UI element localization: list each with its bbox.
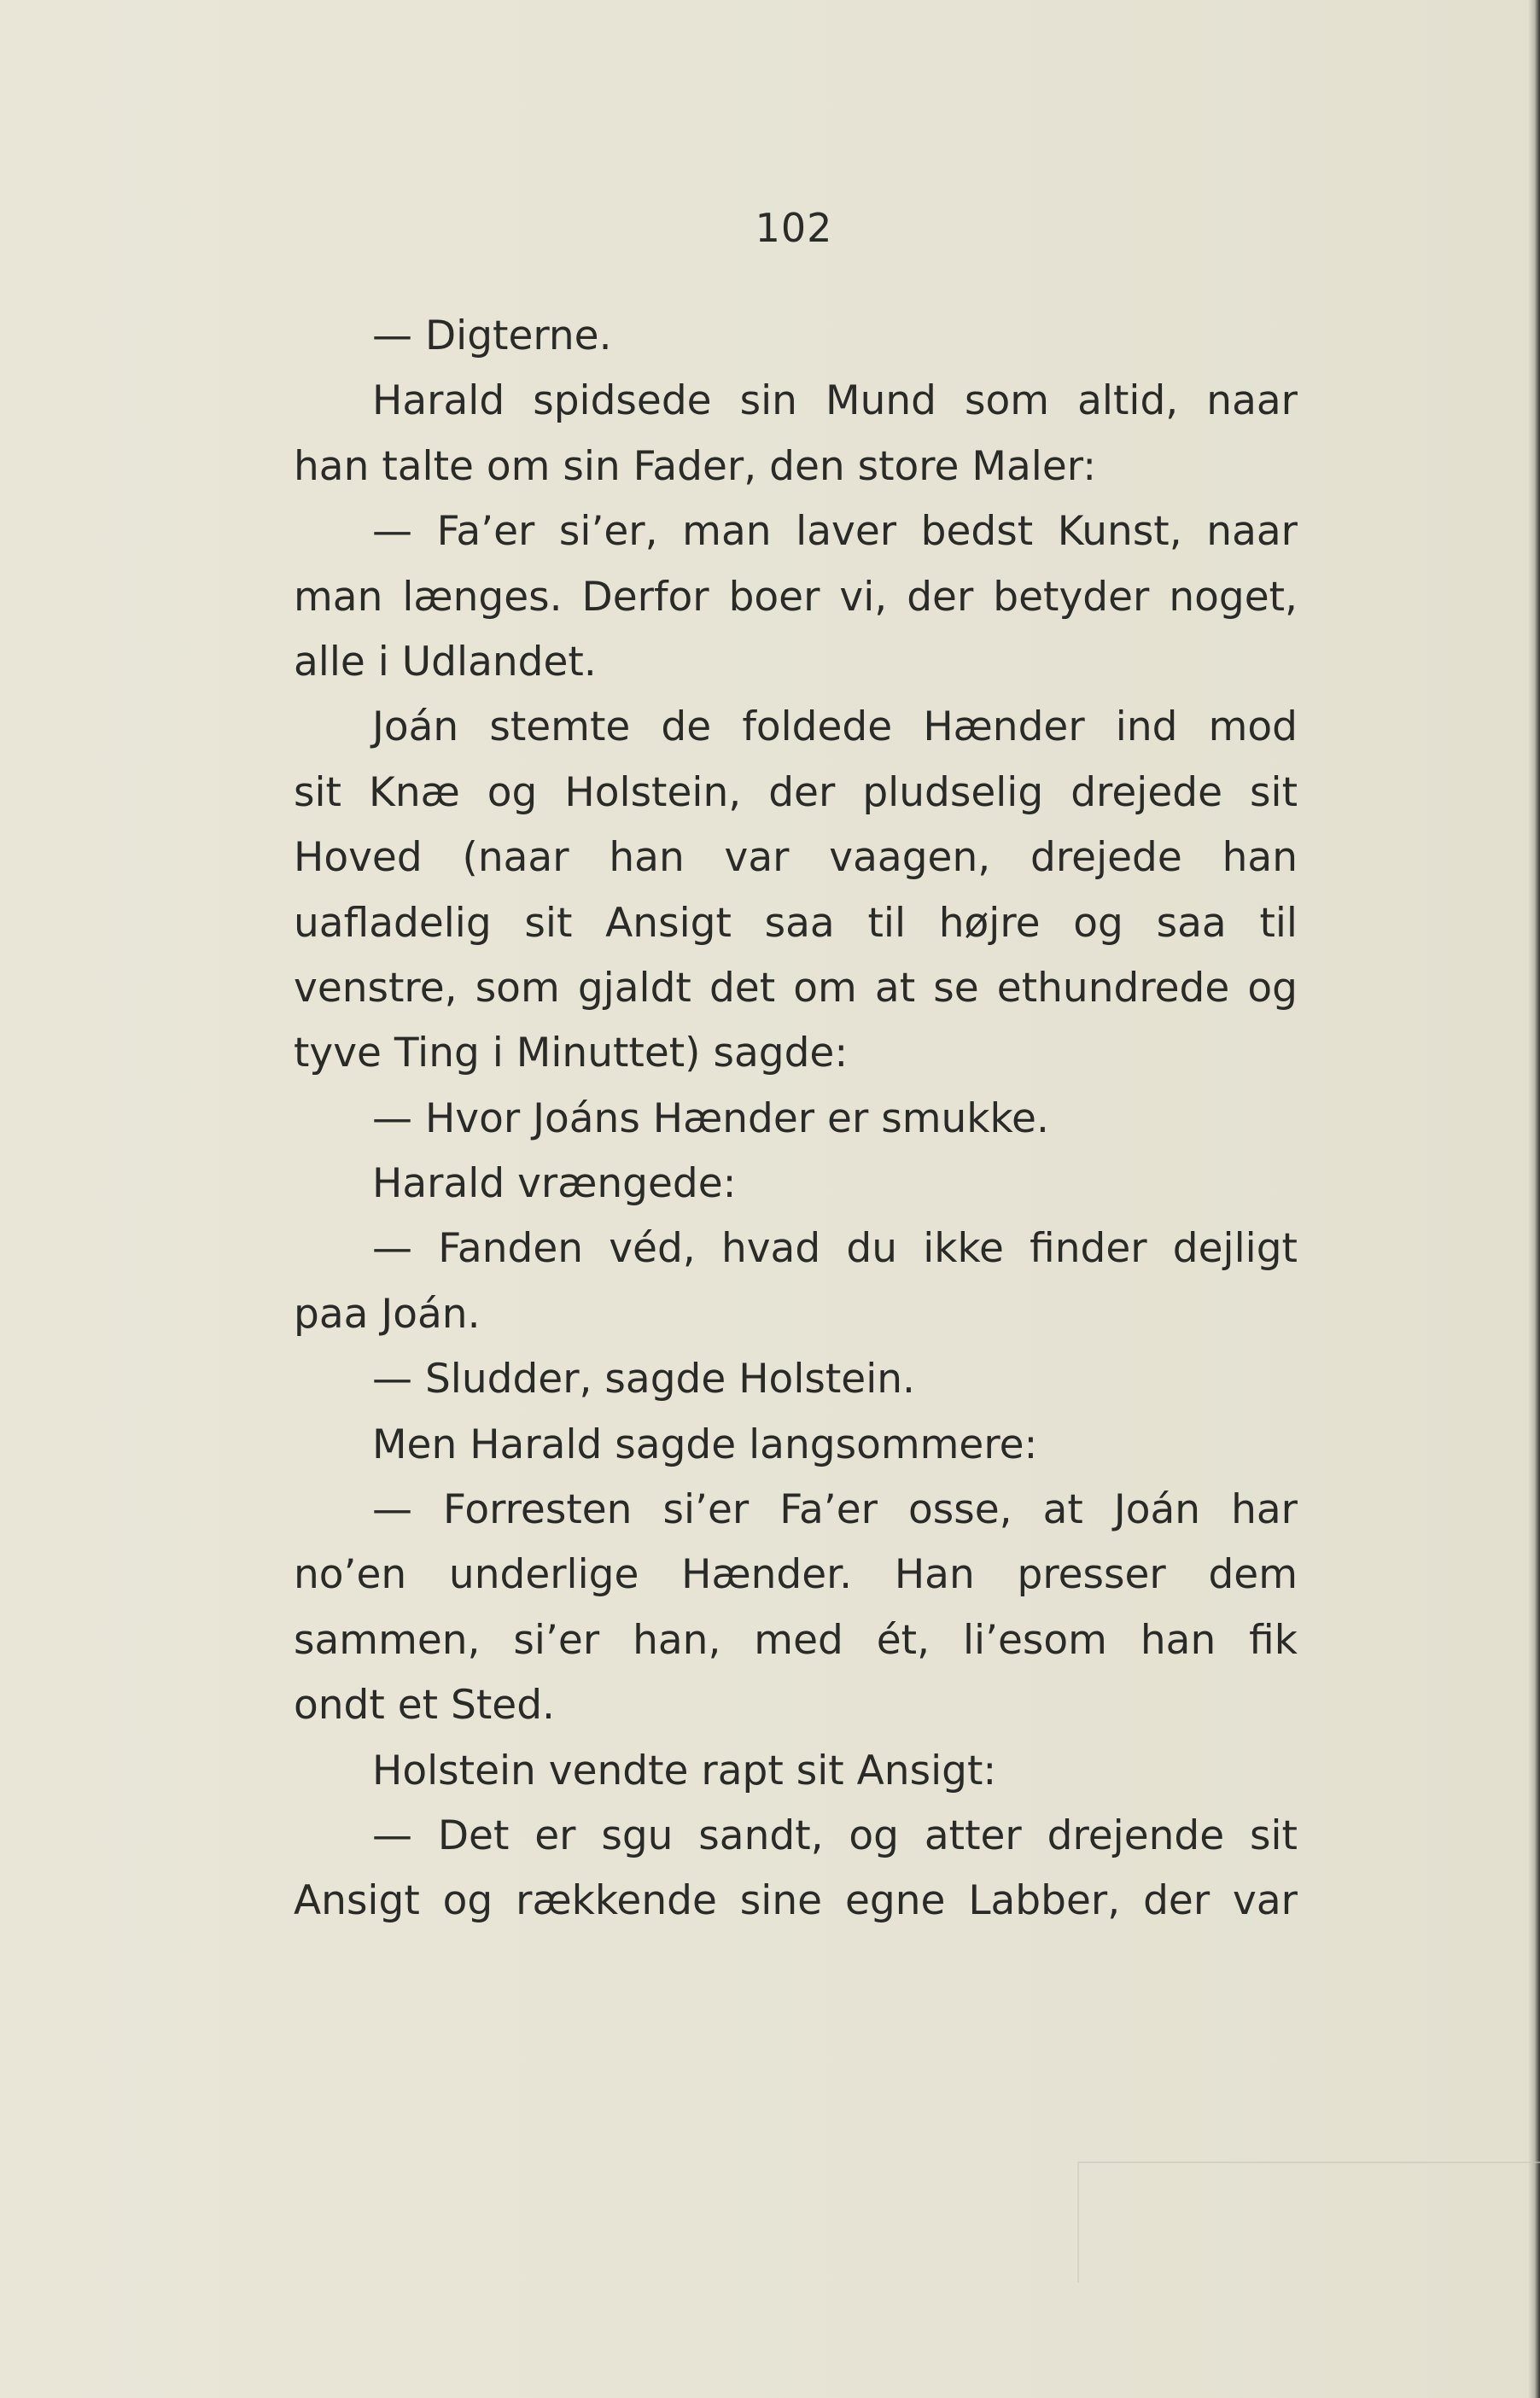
text-line: — Hvor Joáns Hænder er smukke.: [372, 1094, 1049, 1142]
text-line: han talte om sin Fader, den store Maler:: [294, 442, 1097, 490]
text-line: no’en underlige Hænder. Han presser dem: [294, 1551, 1298, 1599]
text-line: Holstein vendte rapt sit Ansigt:: [372, 1747, 997, 1794]
text-line: — Fa’er si’er, man laver bedst Kunst, naar: [372, 508, 1298, 556]
text-line: Harald spidsede sin Mund som altid, naar: [372, 377, 1298, 425]
text-line: paa Joán.: [294, 1290, 481, 1338]
text-line: uafladelig sit Ansigt saa til højre og saa til: [294, 899, 1298, 947]
text-line: Men Harald sagde langsommere:: [372, 1421, 1038, 1468]
text-line: man længes. Derfor boer vi, der betyder noget,: [294, 573, 1298, 621]
paper-mark: [1077, 2162, 1540, 2283]
text-line: sammen, si’er han, med ét, li’esom han fik: [294, 1616, 1298, 1664]
text-line: — Sludder, sagde Holstein.: [372, 1356, 915, 1403]
text-line: Ansigt og rækkende sine egne Labber, der var: [294, 1877, 1298, 1925]
text-line: — Fanden véd, hvad du ikke finder dejligt: [372, 1225, 1298, 1273]
page-number: 102: [755, 205, 833, 251]
text-line: Hoved (naar han var vaagen, drejede han: [294, 834, 1298, 882]
body-text: [294, 304, 1298, 1934]
text-line: ondt et Sted.: [294, 1682, 555, 1730]
text-line: venstre, som gjaldt det om at se ethundrede og: [294, 964, 1298, 1012]
text-line: — Forresten si’er Fa’er osse, at Joán har: [372, 1486, 1298, 1534]
page-edge-shadow: [1528, 0, 1540, 2398]
text-line: tyve Ting i Minuttet) sagde:: [294, 1030, 849, 1077]
text-line: Harald vrængede:: [372, 1160, 737, 1208]
text-line: — Digterne.: [372, 312, 612, 359]
text-line: Joán stemte de foldede Hænder ind mod: [372, 703, 1298, 751]
text-line: alle i Udlandet.: [294, 638, 597, 686]
text-line: — Det er sgu sandt, og atter drejende sit: [372, 1812, 1298, 1859]
text-line: sit Knæ og Holstein, der pludselig drejede sit: [294, 768, 1298, 816]
